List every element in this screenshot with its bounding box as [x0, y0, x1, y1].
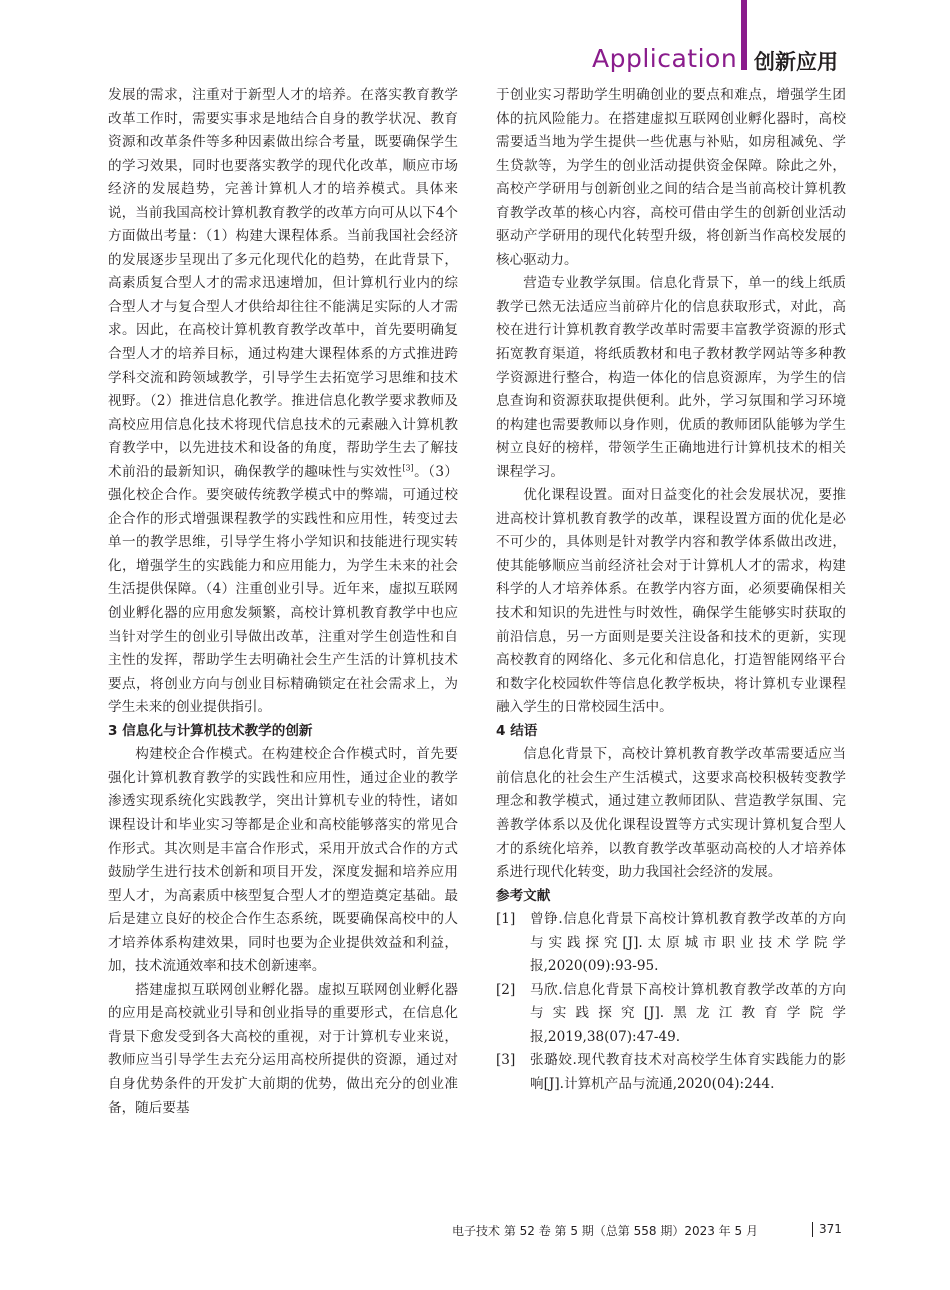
left-column — [108, 84, 458, 1120]
paragraph: 优化课程设置。面对日益变化的社会发展状况，要推进高校计算机教育教学的改革，课程设置方面的优化是必不可少的，具体则是针对教学内容和教学体系做出改进，使其能够顺应当前经济社会对于计算机人才的需求，构建科学的人才培养体系。在教学内容方面，必须要确保相关技术和知识的先进性与时效性，确保学生能够实时获取的前沿信息，另一方面则是要关注设备和技术的更新，实现高校教育的网络化、多元化和信息化，打造智能网络平台和数字化校园软件等信息化教学板块，将计算机专业课程融入学生的日常校园生活中。 — [496, 487, 846, 716]
paragraph: 信息化背景下，高校计算机教育教学改革需要适应当前信息化的社会生产生活模式，这要求高校积极转变教学理念和教学模式，通过建立教师团队、营造教学氛围、完善教学体系以及优化课程设置等方式实现计算机复合型人才的系统化培养，以教育教学改革驱动高校的人才培养体系进行现代化转变，助力我国社会经济的发展。 — [496, 746, 846, 881]
paragraph: 于创业实习帮助学生明确创业的要点和难点，增强学生团体的抗风险能力。在搭建虚拟互联网创业孵化器时，高校需要适当地为学生提供一些优惠与补贴，如房租减免、学生贷款等，为学生的创业活动提供资金保障。除此之外，高校产学研用与创新创业之间的结合是当前高校计算机教育教学改革的核心内容，高校可借由学生的创新创业活动驱动产学研用的现代化转型升级，将创新当作高校发展的核心驱动力。 — [496, 87, 846, 268]
paragraph: 发展的需求，注重对于新型人才的培养。在落实教育教学改革工作时，需要实事求是地结合自身的教学状况、教育资源和改革条件等多种因素做出综合考量，既要确保学生的学习效果，同时也要落实教学的现代化改革，顺应市场经济的发展趋势，完善计算机人才的培养模式。具体来说，当前我国高校计算机教育教学的改革方向可从以下4个方面做出考量：（1）构建大课程体系。当前我国社会经济的发展逐步呈现出了多元化现代化的趋势，在此背景下，高素质复合型人才的需求迅速增加，但计算机行业内的综合型人才与复合型人才供给却往往不能满足实际的人才需求。因此，在高校计算机教育教学改革中，首先要明确复合型人才的培养目标，通过构建大课程体系的方式推进跨学科交流和跨领域教学，引导学生去拓宽学习思维和技术视野。（2）推进信息化教学。推进信息化教学要求教师及高校应用信息化技术将现代信息技术的元素融入计算机教育教学中，以先进技术和设备的角度，帮助学生去了解技术前沿的最新知识，确保教学的趣味性与实效性[3]。（3）强化校企合作。要突破传统教学模式中的弊端，可通过校企合作的形式增强课程教学的实践性和应用性，转变过去单一的教学思维，引导学生将小学知识和技能进行现实转化，增强学生的实践能力和应用能力，为学生未来的社会生活提供保障。（4）注重创业引导。近年来，虚拟互联网创业孵化器的应用愈发频繁，高校计算机教育教学中也应当针对学生的创业引导做出改革，注重对学生创造性和自主性的发挥，帮助学生去明确社会生产生活的计算机技术要点，将创业方向与创业目标精确锁定在社会需求上，为学生未来的创业提供指引。 — [108, 87, 458, 716]
reference-item: [3] 张璐姣.现代教育技术对高校学生体育实践能力的影响[J].计算机产品与流通,2020(04):244. — [496, 1052, 846, 1092]
reference-list — [496, 908, 846, 1096]
section-heading-3: 3 信息化与计算机技术教学的创新 — [108, 722, 313, 739]
page-footer — [452, 1222, 852, 1239]
page-number: 371 — [819, 1222, 842, 1236]
paragraph: 构建校企合作模式。在构建校企合作模式时，首先要强化计算机教育教学的实践性和应用性，通过企业的教学渗透实现系统化实践教学，突出计算机专业的特性，诸如课程设计和毕业实习等都是企业和高校能够落实的常见合作形式。其次则是丰富合作形式，采用开放式合作的方式鼓励学生进行技术创新和项目开发，深度发掘和培养应用型人才，为高素质中核型复合型人才的塑造奠定基础。最后是建立良好的校企合作生态系统，既要确保高校中的人才培养体系构建效果，同时也要为企业提供效益和利益，加，技术流通效率和技术创新速率。 — [108, 746, 458, 975]
right-column — [496, 84, 846, 1097]
section-label-en: Application — [592, 44, 738, 73]
references-heading: 参考文献 — [496, 887, 551, 904]
paragraph: 搭建虚拟互联网创业孵化器。虚拟互联网创业孵化器的应用是高校就业引导和创业指导的重要形式，在信息化背景下愈发受到各大高校的重视，对于计算机专业来说，教师应当引导学生去充分运用高校所提供的资源，通过对自身优势条件的开发扩大前期的优势，做出充分的创业准备，随后要基 — [108, 981, 458, 1116]
section-label-cn: 创新应用 — [754, 50, 838, 74]
header-accent-bar — [741, 0, 747, 70]
paragraph: 营造专业教学氛围。信息化背景下，单一的线上纸质教学已然无法适应当前碎片化的信息获取形式，对此，高校在进行计算机教育教学改革时需要丰富教学资源的形式拓宽教育渠道，将纸质教材和电子教材教学网站等多种教学资源进行整合，构造一体化的信息资源库，为学生的信息查询和资源获取提供便利。此外，学习氛围和学习环境的构建也需要教师以身作则，优质的教师团队能够为学生树立良好的榜样，带领学生正确地进行计算机技术的相关课程学习。 — [496, 275, 846, 480]
journal-info: 电子技术 第 52 卷 第 5 期（总第 558 期）2023 年 5 月 — [452, 1224, 758, 1238]
reference-item: [1] 曾铮.信息化背景下高校计算机教育教学改革的方向与实践探究[J].太原城市职业技术学院学报,2020(09):93-95. — [496, 911, 846, 975]
section-heading-4: 4 结语 — [496, 722, 538, 739]
citation-marker[interactable]: [3] — [402, 463, 414, 473]
reference-item: [2] 马欣.信息化背景下高校计算机教育教学改革的方向与实践探究[J].黑龙江教育学院学报,2019,38(07):47-49. — [496, 981, 846, 1045]
footer-divider — [812, 1222, 813, 1237]
